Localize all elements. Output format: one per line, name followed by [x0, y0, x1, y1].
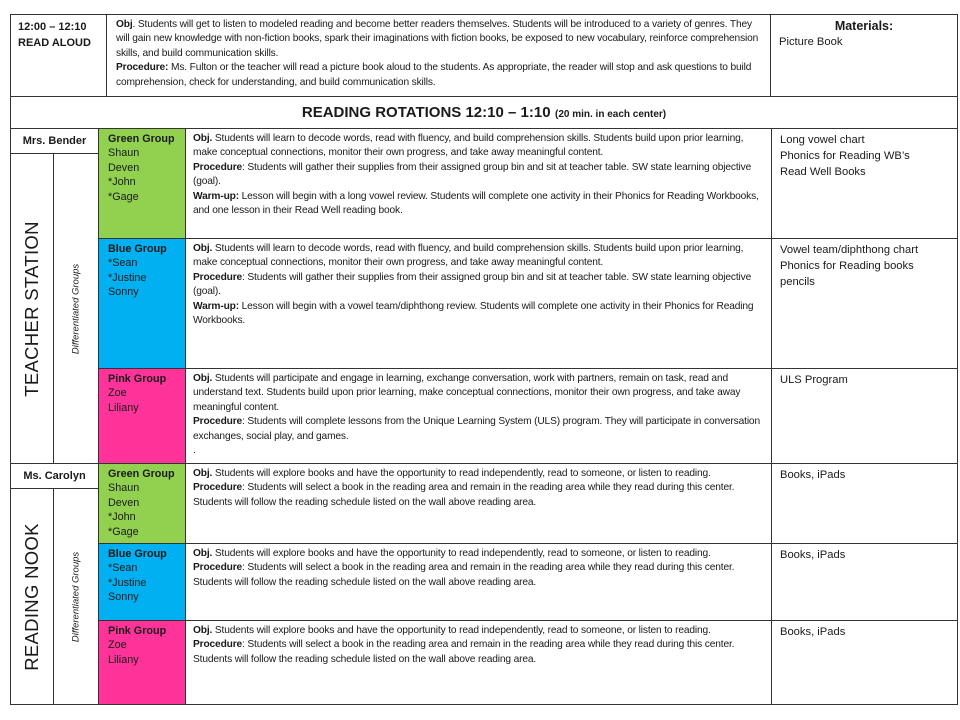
procedure-text: : Students will complete lessons from the Unique Learning System (ULS) program. They will participate in conversation exchanges, social play, and games. — [193, 416, 760, 442]
procedure-label: Procedure — [193, 482, 243, 494]
teacher-station-label: TEACHER STATION — [21, 220, 42, 397]
read-aloud-description — [106, 14, 771, 97]
rotations-header — [10, 96, 958, 129]
material-item: Books, iPads — [780, 469, 846, 481]
rotations-title: READING ROTATIONS 12:10 – 1:10 — [301, 104, 551, 121]
student-name: Deven — [108, 496, 140, 509]
obj-label: Obj. — [193, 625, 213, 636]
obj-label: Obj. — [193, 468, 213, 479]
rn-blue-description — [185, 543, 772, 621]
rn-pink-materials — [771, 620, 958, 705]
group-name: Blue Group — [108, 243, 167, 255]
obj-text: Students will learn to decode words, read with fluency, and build comprehension skills. Students build upon prior learning, make conceptual connections, monitor their own progress, and take away meaningful content. — [193, 133, 744, 159]
read-aloud-time-cell — [10, 14, 107, 97]
reading-nook-sublabel-cell — [53, 488, 99, 705]
student-name: *Justine — [108, 271, 147, 284]
teacher-name: Mrs. Bender — [10, 128, 99, 154]
ts-blue-description — [185, 238, 772, 369]
obj-text: Students will explore books and have the opportunity to read independently, read to someone, or listen to reading. — [212, 625, 711, 636]
procedure-label: Procedure: — [116, 62, 169, 74]
group-name: Green Group — [108, 468, 175, 480]
ts-green-description — [185, 128, 772, 239]
nook-teacher-name: Ms. Carolyn — [10, 463, 99, 489]
obj-label: Obj — [116, 19, 133, 30]
student-name: Deven — [108, 161, 140, 174]
rn-blue-group — [98, 543, 186, 621]
rn-green-group — [98, 463, 186, 544]
student-name: *Sean — [108, 562, 138, 575]
material-item: pencils — [780, 276, 815, 288]
warmup-text: Lesson will begin with a long vowel review. Students will complete one activity in their Phonics for Reading Workbooks, and one lesson in their Read Well reading book. — [193, 190, 759, 217]
procedure-label: Procedure — [193, 562, 243, 574]
material-item: Books, iPads — [780, 626, 846, 638]
ts-pink-materials — [771, 368, 958, 464]
material-item: ULS Program — [780, 374, 848, 386]
student-name: *Justine — [108, 576, 147, 589]
procedure-label: Procedure — [193, 639, 243, 651]
warmup-text: Lesson will begin with a vowel team/diphthong review. Students will complete one activity in their Phonics for Reading Workbooks. — [193, 300, 754, 327]
ts-pink-description — [185, 368, 772, 464]
procedure-text: Ms. Fulton or the teacher will read a picture book aloud to the students. As appropriate, the reader will stop and ask questions to build comprehension, check for understanding, and build communication skills. — [116, 62, 752, 88]
warmup-label: Warm-up: — [193, 300, 239, 312]
obj-text: Students will explore books and have the opportunity to read independently, read to someone, or listen to reading. — [212, 468, 711, 479]
student-name: *Gage — [108, 190, 139, 203]
rn-green-description — [185, 463, 772, 544]
group-name: Blue Group — [108, 548, 167, 560]
warmup-label: Warm-up: — [193, 190, 239, 202]
rn-green-materials — [771, 463, 958, 544]
rotations-note: (20 min. in each center) — [554, 109, 667, 120]
procedure-text: : Students will select a book in the reading area and remain in the reading area while they read during this center. Students will follow the reading schedule listed on the wall above reading area. — [193, 639, 735, 665]
materials-heading: Materials: — [834, 19, 894, 33]
group-name: Pink Group — [108, 373, 167, 385]
obj-text: Students will learn to decode words, read with fluency, and build comprehension skills. Students build upon prior learning, make conceptual connections, monitor their own progress, and take away meaningful content. — [193, 243, 744, 269]
student-name: Sonny — [108, 591, 139, 604]
student-name: Shaun — [108, 147, 140, 160]
student-name: Zoe — [108, 639, 127, 652]
differentiated-groups-label: Differentiated Groups — [70, 551, 82, 642]
group-name: Pink Group — [108, 625, 167, 637]
procedure-label: Procedure — [193, 416, 243, 428]
procedure-text: : Students will select a book in the reading area and remain in the reading area while they read during this center. Students will follow the reading schedule listed on the wall above reading area. — [193, 562, 735, 588]
ts-blue-materials — [771, 238, 958, 369]
teacher-station-sublabel-cell — [53, 153, 99, 464]
reading-nook-label: READING NOOK — [21, 522, 42, 671]
group-name: Green Group — [108, 133, 175, 145]
read-aloud-time: 12:00 – 12:10 — [18, 21, 87, 33]
student-name: *John — [108, 511, 136, 524]
obj-text: . Students will get to listen to modeled reading and become better readers themselves. Students will be introduced to a variety of genres. They will gain new knowledge with non-fiction books, spark their imaginations with fiction books, be exposed to new vocabulary, reinforce comprehension skills, and build communication skills. — [116, 19, 759, 59]
student-name: Zoe — [108, 387, 127, 400]
student-name: Liliany — [108, 653, 139, 666]
ts-blue-group — [98, 238, 186, 369]
ts-pink-group — [98, 368, 186, 464]
procedure-label: Procedure — [193, 161, 243, 173]
student-name: *Gage — [108, 525, 139, 538]
material-item: Phonics for Reading WB’s — [780, 150, 910, 162]
teacher-station-label-cell — [10, 153, 54, 464]
read-aloud-title: READ ALOUD — [18, 37, 91, 49]
student-name: Sonny — [108, 286, 139, 299]
ts-green-group — [98, 128, 186, 239]
student-name: *John — [108, 176, 136, 189]
procedure-label: Procedure — [193, 271, 243, 283]
material-item: Read Well Books — [780, 166, 866, 178]
obj-label: Obj. — [193, 243, 213, 254]
obj-label: Obj. — [193, 133, 213, 144]
read-aloud-materials — [770, 14, 958, 97]
rn-pink-group — [98, 620, 186, 705]
material-item: Vowel team/diphthong chart — [780, 244, 919, 256]
student-name: *Sean — [108, 257, 138, 270]
obj-label: Obj. — [193, 373, 213, 384]
reading-nook-label-cell — [10, 488, 54, 705]
procedure-text: : Students will gather their supplies from their assigned group bin and sit at teacher table. SW state learning objective (goal). — [193, 271, 752, 298]
obj-label: Obj. — [193, 548, 213, 559]
rn-pink-description — [185, 620, 772, 705]
material-item: Books, iPads — [780, 549, 846, 561]
ts-green-materials — [771, 128, 958, 239]
material-item: Phonics for Reading books — [780, 260, 914, 272]
trailing-period: . — [193, 445, 196, 457]
differentiated-groups-label: Differentiated Groups — [70, 263, 82, 354]
material-item: Long vowel chart — [780, 134, 865, 146]
procedure-text: : Students will gather their supplies from their assigned group bin and sit at teacher table. SW state learning objective (goal). — [193, 161, 752, 188]
procedure-text: : Students will select a book in the reading area and remain in the reading area while they read during this center. Students will follow the reading schedule listed on the wall above reading area. — [193, 482, 735, 508]
rn-blue-materials — [771, 543, 958, 621]
materials-item: Picture Book — [779, 36, 843, 48]
obj-text: Students will participate and engage in learning, exchange conversation, work with partners, remain on task, read and understand text. Students build upon prior learning, make conceptual connections, monitor their own progress, and take away meaningful content. — [193, 373, 741, 413]
student-name: Liliany — [108, 401, 139, 414]
student-name: Shaun — [108, 482, 140, 495]
obj-text: Students will explore books and have the opportunity to read independently, read to someone, or listen to reading. — [212, 548, 711, 559]
